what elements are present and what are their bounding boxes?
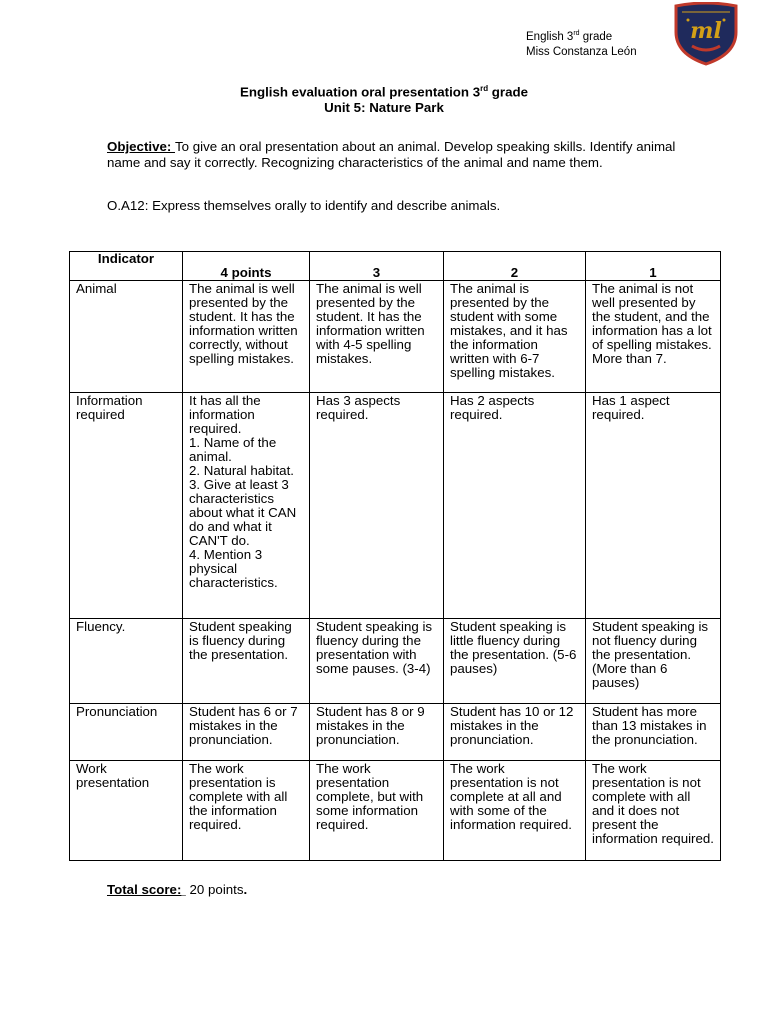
criteria-cell: Has 3 aspects required.	[310, 393, 444, 619]
indicator-cell: Information required	[70, 393, 183, 619]
indicator-cell: Work presentation	[70, 761, 183, 861]
objective-text: To give an oral presentation about an animal. Develop speaking skills. Identify animal name and say it correctly. Recognizing characteristics of the animal and name them.	[107, 139, 676, 170]
criteria-cell: Student speaking is little fluency during the presentation. (5-6 pauses)	[444, 619, 586, 704]
criteria-cell: Has 2 aspects required.	[444, 393, 586, 619]
total-score-label: Total score:	[107, 882, 182, 897]
criteria-cell: Student speaking is fluency during the presentation.	[183, 619, 310, 704]
criteria-cell: The work presentation is not complete at all and with some of the information required.	[444, 761, 586, 861]
criteria-cell: The animal is well presented by the student. It has the information written with 4-5 spelling mistakes.	[310, 281, 444, 393]
rubric-row-information-required	[70, 393, 721, 619]
criteria-cell: Student has more than 13 mistakes in the pronunciation.	[586, 704, 721, 761]
criteria-cell: It has all the information required. 1. Name of the animal. 2. Natural habitat. 3. Give at least 3 characteristics about what it CAN do and what it CAN'T do. 4. Mention 3 physical characteristics.	[183, 393, 310, 619]
total-score	[107, 882, 247, 900]
criteria-cell: Student speaking is fluency during the presentation with some pauses. (3-4)	[310, 619, 444, 704]
learning-objective: O.A12: Express themselves orally to identify and describe animals.	[107, 198, 501, 213]
criteria-cell: Student has 6 or 7 mistakes in the pronunciation.	[183, 704, 310, 761]
criteria-cell: Student has 10 or 12 mistakes in the pronunciation.	[444, 704, 586, 761]
school-crest-icon	[672, 2, 740, 66]
rubric-header-row	[70, 252, 721, 281]
rubric-table	[69, 251, 721, 861]
title-line-1: English evaluation oral presentation 3rd grade	[239, 84, 529, 100]
criteria-cell: The work presentation complete, but with some information required.	[310, 761, 444, 861]
indicator-cell: Pronunciation	[70, 704, 183, 761]
criteria-cell: Student speaking is not fluency during the presentation. (More than 6 pauses)	[586, 619, 721, 704]
total-score-period: .	[243, 882, 248, 897]
grade-line: English 3rd grade	[526, 30, 613, 43]
rubric-row-pronunciation	[70, 704, 721, 761]
total-score-value: 20 points	[185, 882, 244, 897]
rubric-row-work-presentation	[70, 761, 721, 861]
rubric-row-fluency	[70, 619, 721, 704]
objective-label: Objective:	[107, 139, 175, 154]
header-indicator: Indicator	[70, 252, 183, 281]
criteria-cell: The animal is presented by the student with some mistakes, and it has the information written with 6-7 spelling mistakes.	[444, 281, 586, 393]
total-score-marker: _	[181, 887, 186, 896]
svg-text:ml: ml	[690, 18, 722, 44]
title-line-2: Unit 5: Nature Park	[324, 100, 444, 116]
criteria-cell: The animal is well presented by the student. It has the information written correctly, without spelling mistakes.	[183, 281, 310, 393]
indicator-cell: Animal	[70, 281, 183, 393]
rubric-row-animal	[70, 281, 721, 393]
indicator-cell: Fluency.	[70, 619, 183, 704]
criteria-cell: The animal is not well presented by the student, and the information has a lot of spelling mistakes. More than 7.	[586, 281, 721, 393]
teacher-name: Miss Constanza León	[526, 45, 637, 58]
header-1-point: 1	[586, 252, 721, 281]
header-note	[526, 26, 637, 60]
header-3-points: 3	[310, 252, 444, 281]
objective-paragraph	[107, 139, 677, 171]
criteria-cell: Has 1 aspect required.	[586, 393, 721, 619]
criteria-cell: Student has 8 or 9 mistakes in the pronunciation.	[310, 704, 444, 761]
document-title	[0, 81, 768, 116]
header-2-points: 2	[444, 252, 586, 281]
criteria-cell: The work presentation is not complete with all and it does not present the information required.	[586, 761, 721, 861]
criteria-cell: The work presentation is complete with all the information required.	[183, 761, 310, 861]
header-4-points: 4 points	[183, 252, 310, 281]
